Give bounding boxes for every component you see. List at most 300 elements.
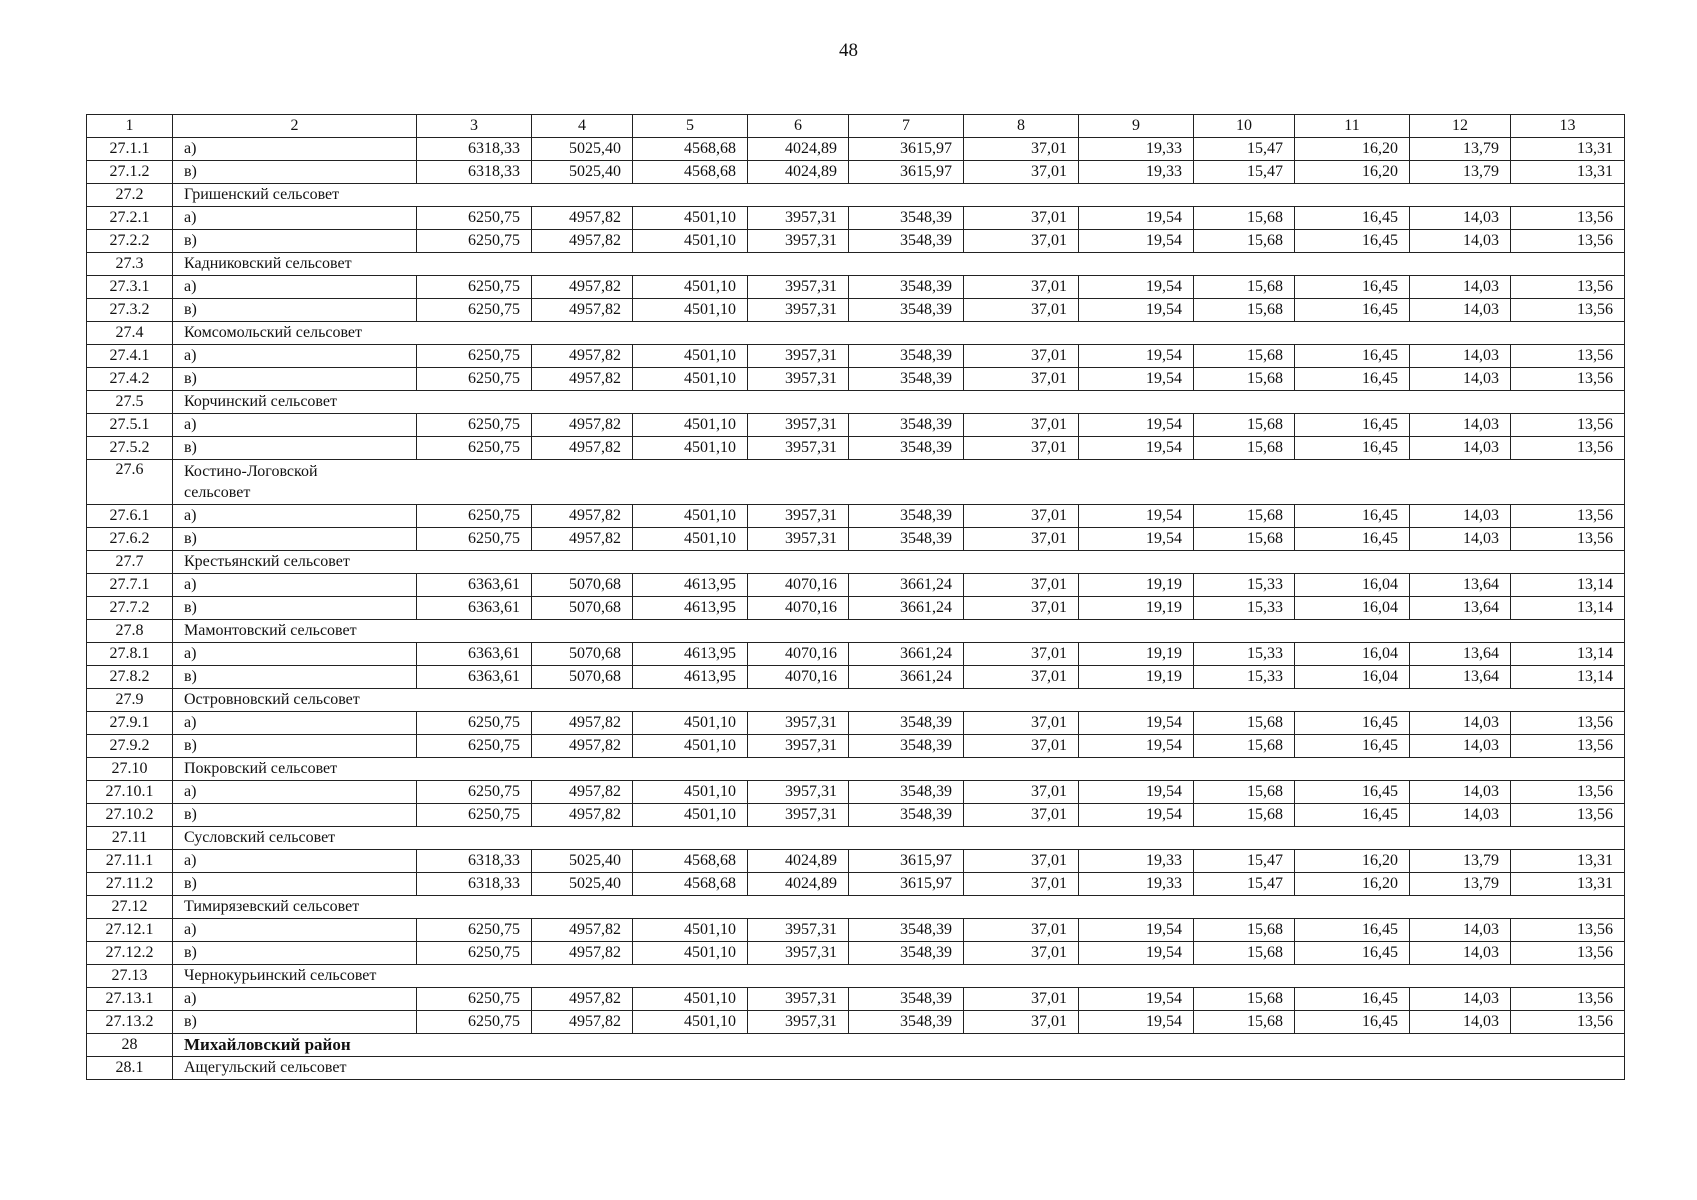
row-number: 27.1.1 bbox=[87, 138, 173, 161]
row-label: в) bbox=[173, 437, 417, 460]
value-cell: 37,01 bbox=[964, 666, 1079, 689]
value-cell: 4957,82 bbox=[532, 735, 633, 758]
section-name: Корчинский сельсовет bbox=[173, 391, 1625, 414]
value-cell: 16,20 bbox=[1295, 850, 1410, 873]
value-cell: 37,01 bbox=[964, 230, 1079, 253]
value-cell: 3957,31 bbox=[748, 919, 849, 942]
row-number: 27.11.1 bbox=[87, 850, 173, 873]
value-cell: 13,64 bbox=[1410, 666, 1511, 689]
row-number: 27.13.2 bbox=[87, 1011, 173, 1034]
value-cell: 37,01 bbox=[964, 781, 1079, 804]
value-cell: 4568,68 bbox=[633, 873, 748, 896]
section-row bbox=[87, 827, 1625, 850]
value-cell: 4501,10 bbox=[633, 505, 748, 528]
value-cell: 13,79 bbox=[1410, 850, 1511, 873]
row-number: 27.2.1 bbox=[87, 207, 173, 230]
row-label: а) bbox=[173, 988, 417, 1011]
value-cell: 16,45 bbox=[1295, 735, 1410, 758]
table-row bbox=[87, 138, 1625, 161]
value-cell: 6363,61 bbox=[417, 597, 532, 620]
value-cell: 14,03 bbox=[1410, 276, 1511, 299]
row-number: 28.1 bbox=[87, 1057, 173, 1080]
row-number: 27.10 bbox=[87, 758, 173, 781]
value-cell: 16,45 bbox=[1295, 804, 1410, 827]
row-number: 27.2.2 bbox=[87, 230, 173, 253]
row-label: в) bbox=[173, 368, 417, 391]
value-cell: 13,31 bbox=[1511, 161, 1625, 184]
value-cell: 3957,31 bbox=[748, 781, 849, 804]
value-cell: 14,03 bbox=[1410, 1011, 1511, 1034]
value-cell: 15,68 bbox=[1194, 345, 1295, 368]
value-cell: 15,47 bbox=[1194, 873, 1295, 896]
value-cell: 6250,75 bbox=[417, 781, 532, 804]
value-cell: 13,64 bbox=[1410, 574, 1511, 597]
value-cell: 13,56 bbox=[1511, 781, 1625, 804]
row-label: а) bbox=[173, 919, 417, 942]
value-cell: 37,01 bbox=[964, 712, 1079, 735]
value-cell: 4957,82 bbox=[532, 528, 633, 551]
value-cell: 15,33 bbox=[1194, 666, 1295, 689]
table-row bbox=[87, 666, 1625, 689]
value-cell: 6363,61 bbox=[417, 666, 532, 689]
row-label: а) bbox=[173, 574, 417, 597]
value-cell: 15,68 bbox=[1194, 942, 1295, 965]
table-header bbox=[87, 115, 1625, 138]
value-cell: 4501,10 bbox=[633, 735, 748, 758]
value-cell: 6250,75 bbox=[417, 437, 532, 460]
value-cell: 16,45 bbox=[1295, 276, 1410, 299]
table-row bbox=[87, 505, 1625, 528]
value-cell: 3548,39 bbox=[849, 988, 964, 1011]
value-cell: 14,03 bbox=[1410, 437, 1511, 460]
value-cell: 37,01 bbox=[964, 299, 1079, 322]
value-cell: 15,68 bbox=[1194, 528, 1295, 551]
value-cell: 4024,89 bbox=[748, 161, 849, 184]
value-cell: 4957,82 bbox=[532, 712, 633, 735]
value-cell: 3615,97 bbox=[849, 161, 964, 184]
value-cell: 19,19 bbox=[1079, 597, 1194, 620]
value-cell: 13,56 bbox=[1511, 299, 1625, 322]
value-cell: 16,45 bbox=[1295, 414, 1410, 437]
value-cell: 14,03 bbox=[1410, 505, 1511, 528]
section-row bbox=[87, 391, 1625, 414]
column-header: 12 bbox=[1410, 115, 1511, 138]
value-cell: 3548,39 bbox=[849, 414, 964, 437]
row-number: 27.9.2 bbox=[87, 735, 173, 758]
row-label: в) bbox=[173, 597, 417, 620]
value-cell: 3548,39 bbox=[849, 528, 964, 551]
section-row bbox=[87, 551, 1625, 574]
value-cell: 37,01 bbox=[964, 207, 1079, 230]
value-cell: 15,68 bbox=[1194, 988, 1295, 1011]
value-cell: 5070,68 bbox=[532, 643, 633, 666]
value-cell: 15,68 bbox=[1194, 207, 1295, 230]
row-number: 27.13 bbox=[87, 965, 173, 988]
table-row bbox=[87, 988, 1625, 1011]
value-cell: 4501,10 bbox=[633, 299, 748, 322]
value-cell: 14,03 bbox=[1410, 988, 1511, 1011]
value-cell: 19,54 bbox=[1079, 230, 1194, 253]
row-label: в) bbox=[173, 804, 417, 827]
value-cell: 37,01 bbox=[964, 643, 1079, 666]
value-cell: 3615,97 bbox=[849, 850, 964, 873]
section-name: Сусловский сельсовет bbox=[173, 827, 1625, 850]
value-cell: 4501,10 bbox=[633, 368, 748, 391]
row-number: 27.7 bbox=[87, 551, 173, 574]
value-cell: 16,20 bbox=[1295, 138, 1410, 161]
value-cell: 13,56 bbox=[1511, 437, 1625, 460]
value-cell: 14,03 bbox=[1410, 230, 1511, 253]
value-cell: 4957,82 bbox=[532, 345, 633, 368]
column-header: 4 bbox=[532, 115, 633, 138]
value-cell: 19,54 bbox=[1079, 414, 1194, 437]
value-cell: 4957,82 bbox=[532, 299, 633, 322]
row-number: 27.3.1 bbox=[87, 276, 173, 299]
value-cell: 15,68 bbox=[1194, 414, 1295, 437]
section-name: Гришенский сельсовет bbox=[173, 184, 1625, 207]
value-cell: 14,03 bbox=[1410, 712, 1511, 735]
value-cell: 3661,24 bbox=[849, 597, 964, 620]
table-row bbox=[87, 735, 1625, 758]
row-label: а) bbox=[173, 781, 417, 804]
column-header: 7 bbox=[849, 115, 964, 138]
value-cell: 3548,39 bbox=[849, 735, 964, 758]
row-number: 27.4.1 bbox=[87, 345, 173, 368]
column-header: 1 bbox=[87, 115, 173, 138]
value-cell: 6363,61 bbox=[417, 574, 532, 597]
value-cell: 3548,39 bbox=[849, 781, 964, 804]
table-row bbox=[87, 230, 1625, 253]
value-cell: 19,54 bbox=[1079, 345, 1194, 368]
value-cell: 6250,75 bbox=[417, 414, 532, 437]
value-cell: 13,56 bbox=[1511, 505, 1625, 528]
value-cell: 3548,39 bbox=[849, 712, 964, 735]
value-cell: 14,03 bbox=[1410, 299, 1511, 322]
value-cell: 6250,75 bbox=[417, 230, 532, 253]
value-cell: 19,33 bbox=[1079, 873, 1194, 896]
value-cell: 3548,39 bbox=[849, 505, 964, 528]
value-cell: 6250,75 bbox=[417, 1011, 532, 1034]
value-cell: 13,79 bbox=[1410, 161, 1511, 184]
value-cell: 6250,75 bbox=[417, 207, 532, 230]
value-cell: 15,68 bbox=[1194, 735, 1295, 758]
value-cell: 16,45 bbox=[1295, 988, 1410, 1011]
value-cell: 14,03 bbox=[1410, 528, 1511, 551]
value-cell: 13,31 bbox=[1511, 873, 1625, 896]
value-cell: 13,56 bbox=[1511, 942, 1625, 965]
row-label: в) bbox=[173, 299, 417, 322]
row-number: 27.7.1 bbox=[87, 574, 173, 597]
value-cell: 15,33 bbox=[1194, 597, 1295, 620]
value-cell: 4024,89 bbox=[748, 873, 849, 896]
value-cell: 4501,10 bbox=[633, 919, 748, 942]
value-cell: 3957,31 bbox=[748, 505, 849, 528]
value-cell: 4070,16 bbox=[748, 666, 849, 689]
section-row bbox=[87, 758, 1625, 781]
table-row bbox=[87, 873, 1625, 896]
value-cell: 19,54 bbox=[1079, 505, 1194, 528]
column-header: 9 bbox=[1079, 115, 1194, 138]
table-row bbox=[87, 1011, 1625, 1034]
value-cell: 13,56 bbox=[1511, 414, 1625, 437]
column-header: 11 bbox=[1295, 115, 1410, 138]
value-cell: 3548,39 bbox=[849, 230, 964, 253]
value-cell: 16,04 bbox=[1295, 643, 1410, 666]
value-cell: 19,54 bbox=[1079, 1011, 1194, 1034]
value-cell: 4501,10 bbox=[633, 437, 748, 460]
section-name: Комсомольский сельсовет bbox=[173, 322, 1625, 345]
value-cell: 6250,75 bbox=[417, 528, 532, 551]
value-cell: 6250,75 bbox=[417, 276, 532, 299]
section-name: Островновский сельсовет bbox=[173, 689, 1625, 712]
value-cell: 4957,82 bbox=[532, 781, 633, 804]
value-cell: 16,45 bbox=[1295, 437, 1410, 460]
value-cell: 15,68 bbox=[1194, 276, 1295, 299]
value-cell: 4568,68 bbox=[633, 161, 748, 184]
value-cell: 19,54 bbox=[1079, 299, 1194, 322]
value-cell: 37,01 bbox=[964, 528, 1079, 551]
page-number: 48 bbox=[839, 40, 858, 61]
table-row bbox=[87, 368, 1625, 391]
value-cell: 37,01 bbox=[964, 1011, 1079, 1034]
row-number: 27.7.2 bbox=[87, 597, 173, 620]
value-cell: 37,01 bbox=[964, 345, 1079, 368]
value-cell: 3615,97 bbox=[849, 873, 964, 896]
value-cell: 4568,68 bbox=[633, 138, 748, 161]
section-name: Тимирязевский сельсовет bbox=[173, 896, 1625, 919]
value-cell: 16,04 bbox=[1295, 666, 1410, 689]
table-row bbox=[87, 942, 1625, 965]
value-cell: 13,56 bbox=[1511, 230, 1625, 253]
value-cell: 16,20 bbox=[1295, 873, 1410, 896]
table-row bbox=[87, 597, 1625, 620]
value-cell: 19,54 bbox=[1079, 368, 1194, 391]
value-cell: 6318,33 bbox=[417, 850, 532, 873]
value-cell: 5070,68 bbox=[532, 574, 633, 597]
value-cell: 4568,68 bbox=[633, 850, 748, 873]
value-cell: 13,14 bbox=[1511, 643, 1625, 666]
value-cell: 14,03 bbox=[1410, 414, 1511, 437]
value-cell: 3957,31 bbox=[748, 207, 849, 230]
value-cell: 4024,89 bbox=[748, 850, 849, 873]
value-cell: 3548,39 bbox=[849, 1011, 964, 1034]
section-row bbox=[87, 896, 1625, 919]
row-label: в) bbox=[173, 161, 417, 184]
row-label: а) bbox=[173, 207, 417, 230]
value-cell: 4957,82 bbox=[532, 942, 633, 965]
value-cell: 19,54 bbox=[1079, 528, 1194, 551]
value-cell: 19,54 bbox=[1079, 781, 1194, 804]
value-cell: 4613,95 bbox=[633, 597, 748, 620]
row-label: а) bbox=[173, 712, 417, 735]
value-cell: 3957,31 bbox=[748, 230, 849, 253]
row-number: 27.8.2 bbox=[87, 666, 173, 689]
row-label: в) bbox=[173, 1011, 417, 1034]
value-cell: 3957,31 bbox=[748, 712, 849, 735]
row-label: в) bbox=[173, 528, 417, 551]
value-cell: 14,03 bbox=[1410, 804, 1511, 827]
value-cell: 6250,75 bbox=[417, 919, 532, 942]
value-cell: 14,03 bbox=[1410, 735, 1511, 758]
value-cell: 4501,10 bbox=[633, 528, 748, 551]
value-cell: 4613,95 bbox=[633, 643, 748, 666]
section-row bbox=[87, 1057, 1625, 1080]
row-number: 27.10.1 bbox=[87, 781, 173, 804]
value-cell: 4957,82 bbox=[532, 207, 633, 230]
value-cell: 37,01 bbox=[964, 988, 1079, 1011]
value-cell: 19,54 bbox=[1079, 919, 1194, 942]
value-cell: 3548,39 bbox=[849, 437, 964, 460]
value-cell: 19,54 bbox=[1079, 712, 1194, 735]
section-row bbox=[87, 689, 1625, 712]
value-cell: 5070,68 bbox=[532, 666, 633, 689]
row-number: 28 bbox=[87, 1034, 173, 1057]
value-cell: 4613,95 bbox=[633, 666, 748, 689]
value-cell: 15,47 bbox=[1194, 161, 1295, 184]
value-cell: 16,45 bbox=[1295, 942, 1410, 965]
table-row bbox=[87, 804, 1625, 827]
row-number: 27.13.1 bbox=[87, 988, 173, 1011]
value-cell: 15,68 bbox=[1194, 437, 1295, 460]
section-row bbox=[87, 322, 1625, 345]
row-number: 27.9.1 bbox=[87, 712, 173, 735]
row-label: а) bbox=[173, 643, 417, 666]
value-cell: 19,54 bbox=[1079, 276, 1194, 299]
section-name bbox=[173, 460, 1625, 505]
value-cell: 13,56 bbox=[1511, 345, 1625, 368]
value-cell: 6318,33 bbox=[417, 138, 532, 161]
value-cell: 16,45 bbox=[1295, 368, 1410, 391]
value-cell: 13,56 bbox=[1511, 207, 1625, 230]
value-cell: 15,68 bbox=[1194, 1011, 1295, 1034]
value-cell: 14,03 bbox=[1410, 368, 1511, 391]
value-cell: 15,47 bbox=[1194, 138, 1295, 161]
section-row bbox=[87, 1034, 1625, 1057]
table-row bbox=[87, 437, 1625, 460]
row-number: 27.5.2 bbox=[87, 437, 173, 460]
value-cell: 3957,31 bbox=[748, 942, 849, 965]
value-cell: 4501,10 bbox=[633, 345, 748, 368]
row-number: 27.5.1 bbox=[87, 414, 173, 437]
value-cell: 13,14 bbox=[1511, 597, 1625, 620]
table-row bbox=[87, 414, 1625, 437]
value-cell: 4501,10 bbox=[633, 230, 748, 253]
value-cell: 15,68 bbox=[1194, 712, 1295, 735]
value-cell: 16,45 bbox=[1295, 1011, 1410, 1034]
section-name: Ащегульский сельсовет bbox=[173, 1057, 1625, 1080]
value-cell: 16,45 bbox=[1295, 528, 1410, 551]
value-cell: 13,31 bbox=[1511, 138, 1625, 161]
value-cell: 4501,10 bbox=[633, 781, 748, 804]
value-cell: 6250,75 bbox=[417, 368, 532, 391]
value-cell: 3548,39 bbox=[849, 919, 964, 942]
value-cell: 3957,31 bbox=[748, 345, 849, 368]
value-cell: 13,64 bbox=[1410, 643, 1511, 666]
table-body bbox=[87, 138, 1625, 1080]
value-cell: 19,54 bbox=[1079, 804, 1194, 827]
row-number: 27.6.2 bbox=[87, 528, 173, 551]
column-header: 13 bbox=[1511, 115, 1625, 138]
value-cell: 19,54 bbox=[1079, 988, 1194, 1011]
value-cell: 13,56 bbox=[1511, 368, 1625, 391]
value-cell: 3957,31 bbox=[748, 368, 849, 391]
value-cell: 3957,31 bbox=[748, 988, 849, 1011]
value-cell: 13,14 bbox=[1511, 574, 1625, 597]
value-cell: 19,33 bbox=[1079, 138, 1194, 161]
value-cell: 3615,97 bbox=[849, 138, 964, 161]
value-cell: 15,68 bbox=[1194, 368, 1295, 391]
table-row bbox=[87, 643, 1625, 666]
value-cell: 37,01 bbox=[964, 574, 1079, 597]
column-header: 2 bbox=[173, 115, 417, 138]
row-number: 27.11.2 bbox=[87, 873, 173, 896]
value-cell: 4501,10 bbox=[633, 276, 748, 299]
column-header: 6 bbox=[748, 115, 849, 138]
value-cell: 4024,89 bbox=[748, 138, 849, 161]
value-cell: 14,03 bbox=[1410, 207, 1511, 230]
value-cell: 4957,82 bbox=[532, 919, 633, 942]
value-cell: 19,33 bbox=[1079, 850, 1194, 873]
row-number: 27.8.1 bbox=[87, 643, 173, 666]
value-cell: 13,56 bbox=[1511, 1011, 1625, 1034]
row-label: в) bbox=[173, 230, 417, 253]
row-number: 27.4 bbox=[87, 322, 173, 345]
value-cell: 37,01 bbox=[964, 505, 1079, 528]
value-cell: 3661,24 bbox=[849, 643, 964, 666]
value-cell: 3957,31 bbox=[748, 1011, 849, 1034]
value-cell: 15,68 bbox=[1194, 299, 1295, 322]
value-cell: 4957,82 bbox=[532, 414, 633, 437]
row-label: в) bbox=[173, 735, 417, 758]
value-cell: 4957,82 bbox=[532, 230, 633, 253]
row-label: в) bbox=[173, 666, 417, 689]
value-cell: 13,56 bbox=[1511, 735, 1625, 758]
value-cell: 37,01 bbox=[964, 919, 1079, 942]
value-cell: 6250,75 bbox=[417, 988, 532, 1011]
value-cell: 19,33 bbox=[1079, 161, 1194, 184]
value-cell: 16,45 bbox=[1295, 919, 1410, 942]
row-number: 27.6.1 bbox=[87, 505, 173, 528]
value-cell: 3957,31 bbox=[748, 276, 849, 299]
value-cell: 4613,95 bbox=[633, 574, 748, 597]
value-cell: 3957,31 bbox=[748, 437, 849, 460]
value-cell: 37,01 bbox=[964, 873, 1079, 896]
value-cell: 4957,82 bbox=[532, 437, 633, 460]
value-cell: 6318,33 bbox=[417, 161, 532, 184]
value-cell: 5025,40 bbox=[532, 850, 633, 873]
value-cell: 4070,16 bbox=[748, 643, 849, 666]
row-number: 27.12.2 bbox=[87, 942, 173, 965]
value-cell: 3548,39 bbox=[849, 299, 964, 322]
value-cell: 4070,16 bbox=[748, 597, 849, 620]
row-number: 27.3.2 bbox=[87, 299, 173, 322]
value-cell: 4501,10 bbox=[633, 988, 748, 1011]
value-cell: 16,20 bbox=[1295, 161, 1410, 184]
value-cell: 15,68 bbox=[1194, 781, 1295, 804]
value-cell: 14,03 bbox=[1410, 781, 1511, 804]
table-row bbox=[87, 919, 1625, 942]
value-cell: 19,19 bbox=[1079, 574, 1194, 597]
value-cell: 16,45 bbox=[1295, 299, 1410, 322]
section-row bbox=[87, 620, 1625, 643]
value-cell: 4957,82 bbox=[532, 804, 633, 827]
row-label: а) bbox=[173, 276, 417, 299]
value-cell: 13,79 bbox=[1410, 873, 1511, 896]
value-cell: 13,56 bbox=[1511, 528, 1625, 551]
value-cell: 15,47 bbox=[1194, 850, 1295, 873]
value-cell: 16,45 bbox=[1295, 781, 1410, 804]
table-row bbox=[87, 276, 1625, 299]
